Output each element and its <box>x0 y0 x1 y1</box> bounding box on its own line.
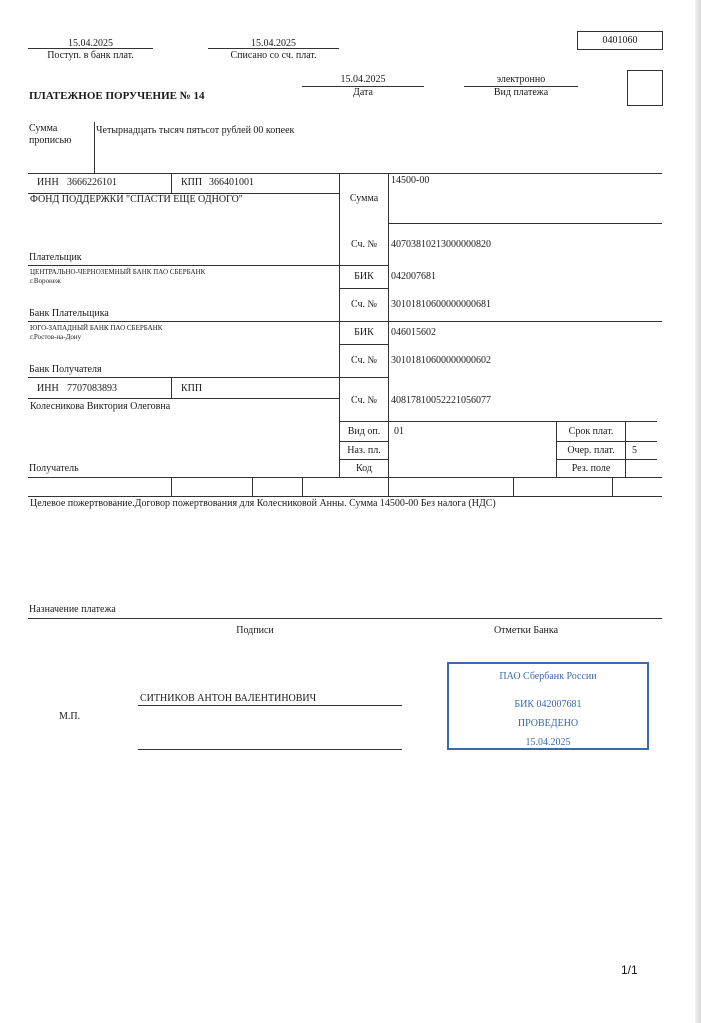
payer-bank-city: г.Воронеж <box>30 277 61 285</box>
payee-inn: 7707083893 <box>67 383 117 394</box>
sum-bottom-line <box>388 223 662 224</box>
payee-label: Получатель <box>29 463 79 474</box>
sum-label: Сумма <box>349 193 379 204</box>
tax-row-top-line <box>28 477 662 478</box>
codes-row-line-2b <box>556 459 657 460</box>
stamp-bik: БИК 042007681 <box>514 699 582 710</box>
priority-value: 5 <box>632 445 637 456</box>
payer-inn-kpp-divider <box>171 173 172 193</box>
amount-words-label-1: Сумма <box>29 123 58 134</box>
payer-account: 40703810213000000820 <box>391 239 491 250</box>
codes-vline-2 <box>625 421 626 478</box>
payee-bank-bik-label: БИК <box>354 327 374 338</box>
payee-bank-bottom-line <box>28 377 388 378</box>
bik1-bottom-line <box>339 288 388 289</box>
codes-row-line-1b <box>556 441 657 442</box>
sum-value: 14500-00 <box>391 175 430 186</box>
tax-vline-3 <box>302 477 303 496</box>
payer-kpp: 366401001 <box>209 177 254 188</box>
signer-name: СИТНИКОВ АНТОН ВАЛЕНТИНОВИЧ <box>140 693 317 704</box>
payee-bank-bik: 046015602 <box>391 327 436 338</box>
doc-date-label: Дата <box>353 87 373 98</box>
bank-stamp <box>447 662 649 750</box>
amount-words-label-2: прописью <box>29 135 72 146</box>
payee-bank-account: 30101810600000000602 <box>391 355 491 366</box>
tax-vline-2 <box>252 477 253 496</box>
grid-vline-2 <box>388 173 389 478</box>
reserve-label: Рез. поле <box>571 463 611 474</box>
priority-label: Очер. плат. <box>567 445 615 456</box>
payee-account: 40817810052221056077 <box>391 395 491 406</box>
payer-kpp-label: КПП <box>181 177 203 188</box>
signatures-label: Подписи <box>236 625 274 636</box>
payer-bank-bik: 042007681 <box>391 271 436 282</box>
payer-account-label: Сч. № <box>350 239 378 250</box>
stamp-bank: ПАО Сбербанк России <box>499 671 597 682</box>
purpose-label: Назначение платежа <box>29 604 116 615</box>
status-box <box>627 70 663 106</box>
payee-inn-label: ИНН <box>37 383 59 394</box>
payer-inn-label: ИНН <box>37 177 59 188</box>
received-date: 15.04.2025 <box>68 38 113 49</box>
op-type-label: Вид оп. <box>347 426 381 437</box>
page-counter: 1/1 <box>621 963 638 977</box>
stamp-date: 15.04.2025 <box>525 737 571 748</box>
term-label: Срок плат. <box>568 426 614 437</box>
bik2-bottom-line <box>339 344 388 345</box>
page-title: ПЛАТЕЖНОЕ ПОРУЧЕНИЕ № 14 <box>29 90 205 102</box>
payer-bank-bottom-line <box>28 321 662 322</box>
amount-words-value: Четырнадцать тысяч пятьсот рублей 00 копеек <box>96 125 295 136</box>
purpose-bottom-line <box>28 618 662 619</box>
payer-inn: 3666226101 <box>67 177 117 188</box>
debited-date: 15.04.2025 <box>251 38 296 49</box>
doc-date: 15.04.2025 <box>340 74 386 85</box>
debited-label: Списано со сч. плат. <box>230 50 317 61</box>
seal-label: М.П. <box>59 711 81 722</box>
payer-label: Плательщик <box>29 252 82 263</box>
tax-vline-1 <box>171 477 172 496</box>
code-label: Код <box>356 463 372 474</box>
received-label: Поступ. в банк плат. <box>47 50 134 61</box>
payment-type: электронно <box>496 74 546 85</box>
payee-bank-name: ЮГО-ЗАПАДНЫЙ БАНК ПАО СБЕРБАНК <box>30 324 163 332</box>
payment-type-label: Вид платежа <box>493 87 549 98</box>
amount-words-divider <box>94 122 95 173</box>
tax-vline-5 <box>513 477 514 496</box>
payee-bank-city: г.Ростов-на-Дону <box>30 333 82 341</box>
bank-marks-label: Отметки Банка <box>493 625 559 636</box>
payee-bank-label: Банк Получателя <box>29 364 102 375</box>
debited-date-line <box>208 48 339 49</box>
signature-line-2 <box>138 749 402 750</box>
page-edge-shadow <box>695 0 701 1023</box>
amount-words-bottom-line <box>28 173 662 174</box>
payer-bank-name: ЦЕНТРАЛЬНО-ЧЕРНОЗЕМНЫЙ БАНК ПАО СБЕРБАНК <box>30 268 206 276</box>
payee-inn-kpp-divider <box>171 378 172 398</box>
signature-line-1 <box>138 705 402 706</box>
op-type: 01 <box>394 426 404 437</box>
payee-bank-account-label: Сч. № <box>350 355 378 366</box>
payer-bottom-line <box>28 265 388 266</box>
payee-inn-line <box>28 398 339 399</box>
codes-row-line-2 <box>339 459 388 460</box>
codes-row-line-1 <box>339 441 388 442</box>
payer-name: ФОНД ПОДДЕРЖКИ "СПАСТИ ЕЩЕ ОДНОГО" <box>30 194 243 205</box>
tax-vline-6 <box>612 477 613 496</box>
payer-bank-bik-label: БИК <box>354 271 374 282</box>
payer-bank-account-label: Сч. № <box>350 299 378 310</box>
tax-vline-4 <box>388 477 389 496</box>
payee-kpp-label: КПП <box>181 383 203 394</box>
tax-row-bottom-line <box>28 496 662 497</box>
purpose-code-label: Наз. пл. <box>347 445 381 456</box>
stamp-status: ПРОВЕДЕНО <box>517 718 579 729</box>
received-date-line <box>28 48 153 49</box>
payer-bank-label: Банк Плательщика <box>29 308 109 319</box>
payee-name: Колесникова Виктория Олеговна <box>30 401 171 412</box>
purpose-text: Целевое пожертвование.Договор пожертвования для Колесниковой Анны. Сумма 14500-00 Без налога (НДС) <box>30 498 496 509</box>
payer-bank-account: 30101810600000000681 <box>391 299 491 310</box>
payee-account-label: Сч. № <box>350 395 378 406</box>
form-code: 0401060 <box>602 35 638 46</box>
codes-top-line <box>339 421 657 422</box>
